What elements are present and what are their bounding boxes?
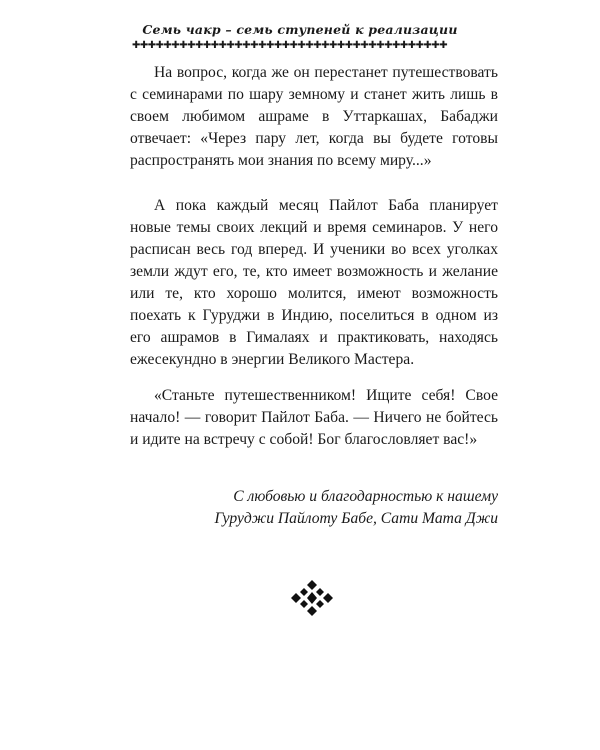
dedication-line-1: С любовью и благодарностью к нашему — [233, 488, 498, 505]
body-paragraph-3: «Станьте путешественником! Ищите себя! Свое начало! — говорит Пайлот Баба. — Ничего не бойтесь и идите на встречу с собой! Бог благословляет вас!» — [130, 387, 498, 448]
diamond-upper-right — [316, 588, 324, 596]
body-paragraph-2: А пока каждый месяц Пайлот Баба планирует новые темы своих лекций и время семинаров. У него расписан весь год вперед. И ученики во всех уголках земли ждут его, те, кто имеет возможность и желание или те, кто хорошо молится, имеют возможность поехать к Гуруджи в Индию, поселиться в одном из его ашрамов в Гималаях и практиковать, находясь ежесекундно в энергии Великого Мастера. — [130, 197, 498, 368]
body-paragraph-3-block — [130, 385, 498, 451]
body-paragraph-1-block — [130, 62, 498, 172]
dedication-signature — [130, 486, 498, 530]
diamond-lower-left — [300, 600, 308, 608]
diamond-cluster-icon — [290, 578, 334, 618]
dedication-line-2: Гуруджи Пайлоту Бабе, Сати Мата Джи — [214, 510, 498, 527]
running-header-title: Семь чакр – семь ступеней к реализации — [142, 22, 458, 37]
diamond-upper-left — [300, 588, 308, 596]
diamond-center — [307, 592, 317, 604]
body-paragraph-2-block — [130, 195, 498, 371]
header-cross-ornament-rule: ✚✚✚✚✚✚✚✚✚✚✚✚✚✚✚✚✚✚✚✚✚✚✚✚✚✚✚✚✚✚✚✚✚✚✚✚✚✚✚✚ — [132, 40, 448, 51]
diamond-right — [323, 593, 333, 603]
body-paragraph-1: На вопрос, когда же он перестанет путешествовать с семинарами по шару земному и станет жить лишь в своем любимом ашраме в Уттаркашах, Бабаджи отвечает: «Через пару лет, когда вы будете готовы распространять мои знания по всему миру...» — [130, 64, 498, 169]
diamond-bottom — [307, 606, 317, 616]
diamond-cluster-shapes — [291, 580, 333, 616]
diamond-left — [291, 593, 301, 603]
diamond-top — [307, 580, 317, 590]
diamond-lower-right — [316, 600, 324, 608]
